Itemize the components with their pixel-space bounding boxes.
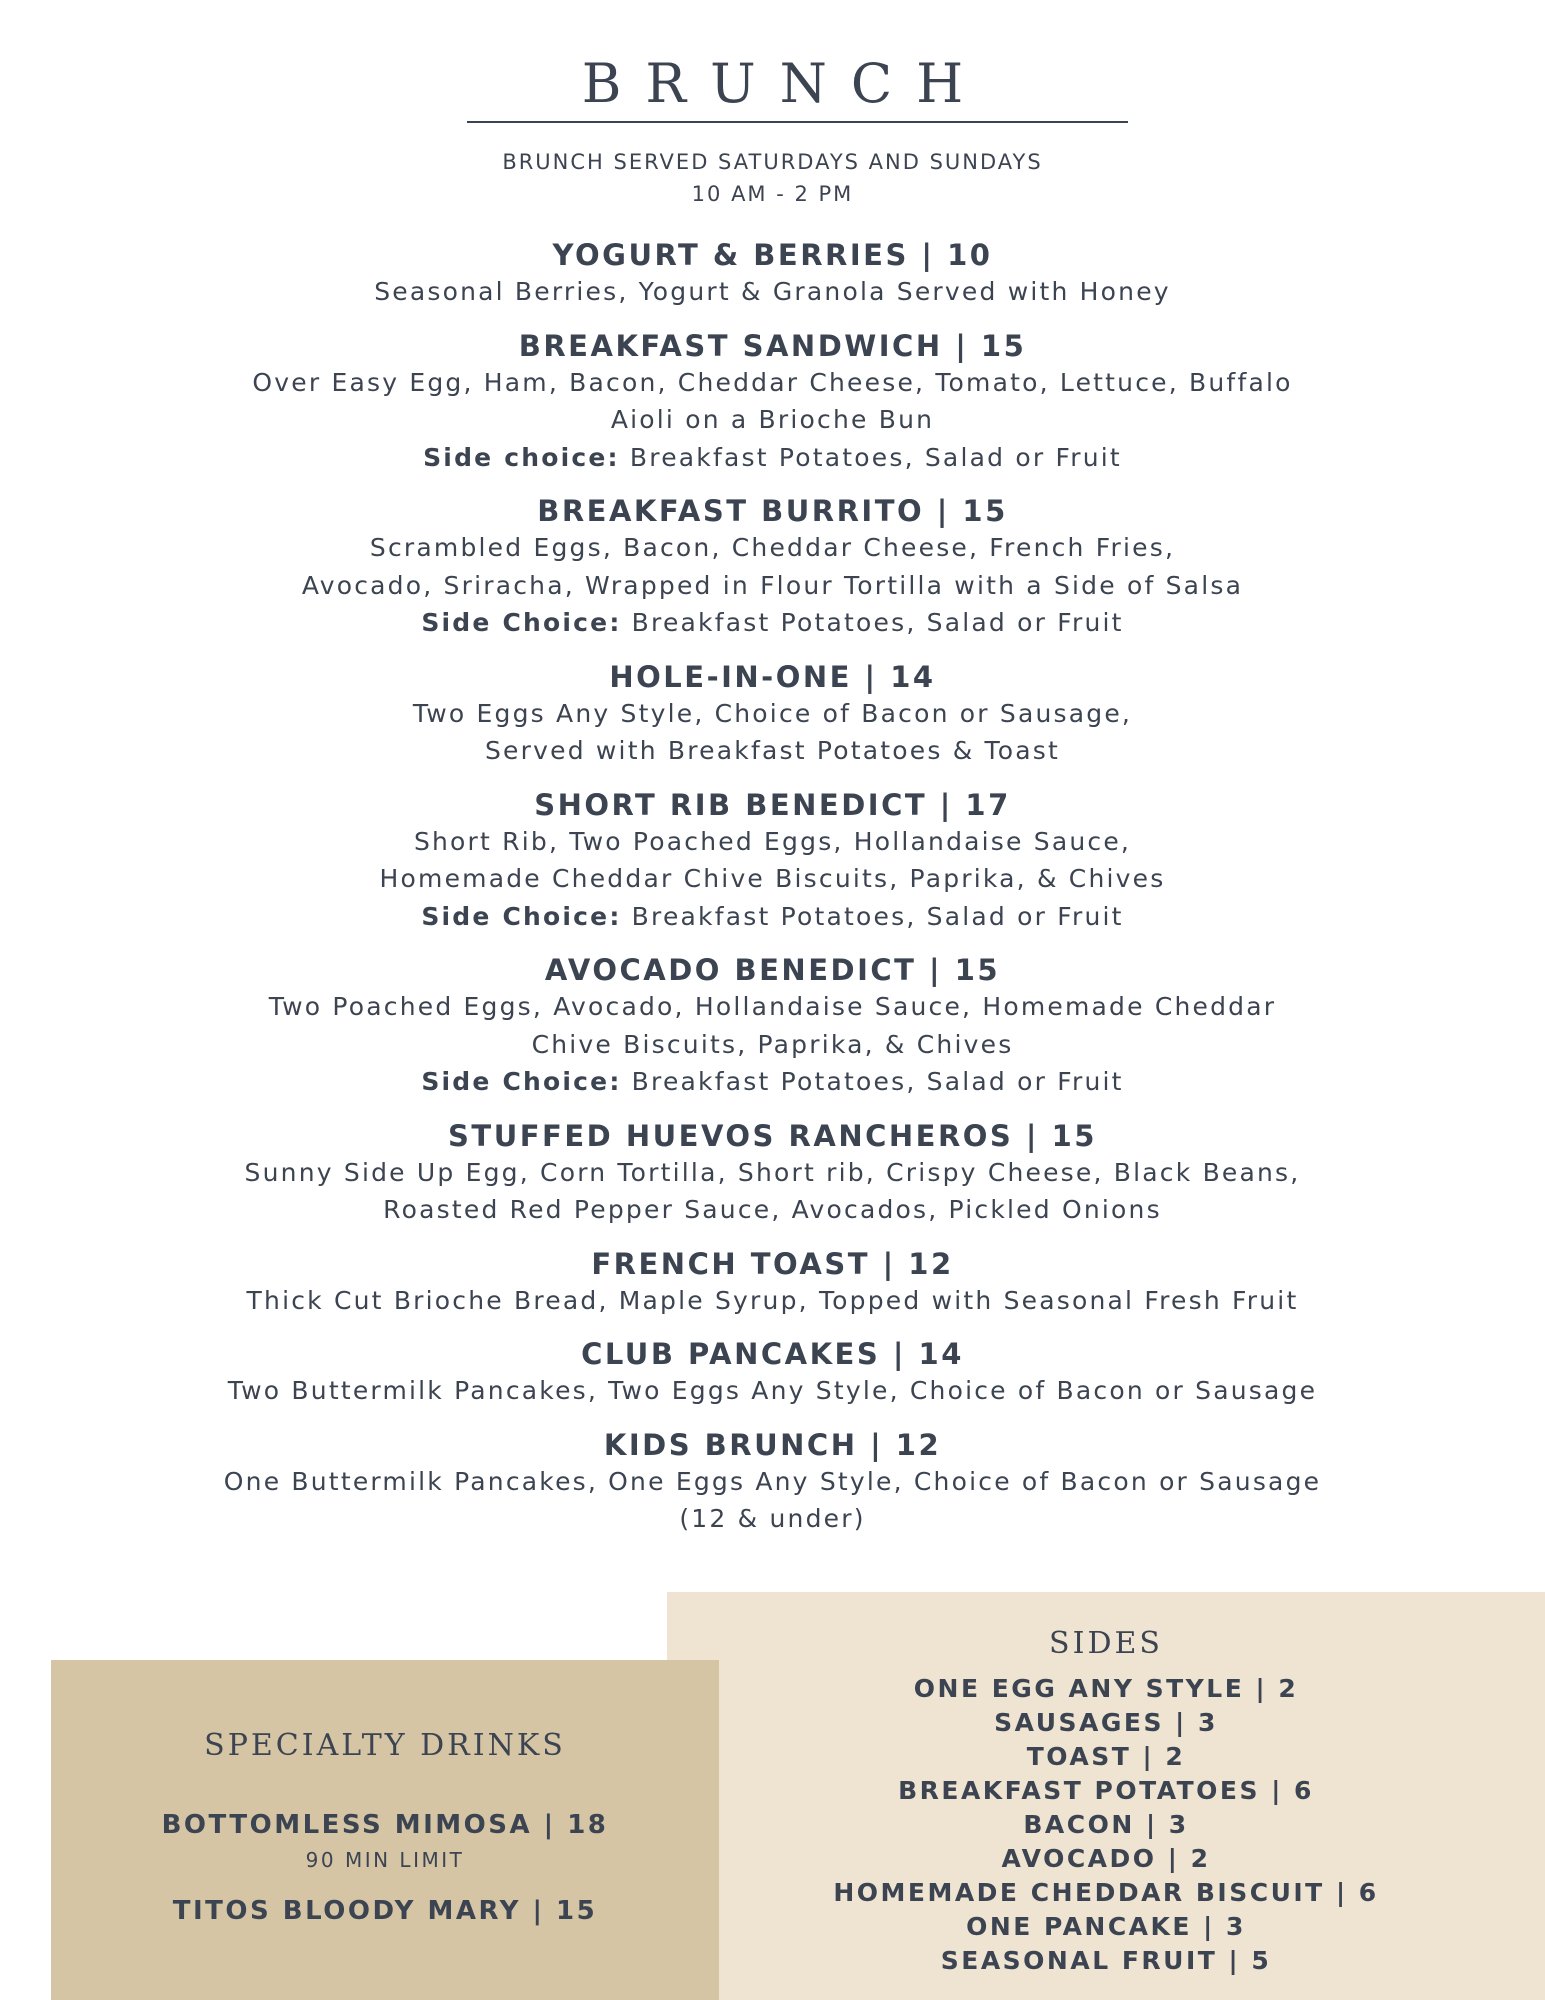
menu-item-description: Aioli on a Brioche Bun (610, 405, 935, 434)
drink-item-name: TITOS BLOODY MARY | 15 (172, 1896, 598, 1926)
menu-item-name: CLUB PANCAKES | 14 (581, 1337, 964, 1371)
service-days: BRUNCH SERVED SATURDAYS AND SUNDAYS (502, 150, 1043, 174)
menu-item-description: Short Rib, Two Poached Eggs, Hollandaise Sauce, (413, 826, 1132, 856)
menu-item-description: Chive Biscuits, Paprika, & Chives (531, 1029, 1014, 1059)
sides-list (667, 1672, 1545, 1978)
side-item: BREAKFAST POTATOES | 6 (898, 1776, 1314, 1805)
menu-item-description: Two Buttermilk Pancakes, Two Eggs Any Style, Choice of Bacon or Sausage (227, 1376, 1318, 1405)
menu-item-name: BREAKFAST SANDWICH | 15 (518, 328, 1027, 363)
drink-item-note: 90 MIN LIMIT (305, 1848, 465, 1872)
side-item: SEASONAL FRUIT | 5 (940, 1946, 1272, 1975)
menu-item-name: KIDS BRUNCH | 12 (603, 1427, 942, 1462)
menu-item-description: Over Easy Egg, Ham, Bacon, Cheddar Cheese, Tomato, Lettuce, Buffalo (252, 367, 1293, 397)
menu-item-description: Homemade Cheddar Chive Biscuits, Paprika, & Chives (379, 864, 1166, 893)
menu-item (0, 659, 1545, 770)
side-item: SAUSAGES | 3 (994, 1708, 1218, 1737)
drink-item-name: BOTTOMLESS MIMOSA | 18 (161, 1810, 609, 1840)
side-choice-text: Breakfast Potatoes, Salad or Fruit (621, 1067, 1124, 1096)
side-choice-text: Breakfast Potatoes, Salad or Fruit (619, 442, 1122, 472)
menu-item (0, 1246, 1545, 1320)
side-choice-text: Breakfast Potatoes, Salad or Fruit (621, 901, 1124, 931)
side-item: BACON | 3 (1023, 1810, 1189, 1839)
menu-item-description: Sunny Side Up Egg, Corn Tortilla, Short rib, Crispy Cheese, Black Beans, (244, 1157, 1301, 1187)
menu-item (0, 237, 1545, 311)
menu-item (0, 493, 1545, 642)
page-title: BRUNCH (581, 52, 988, 115)
menu-item-name: YOGURT & BERRIES | 10 (552, 238, 993, 272)
side-choice-label: Side Choice: (421, 608, 622, 637)
menu-item (0, 952, 1545, 1101)
menu-item (0, 1427, 1545, 1538)
service-hours: 10 AM - 2 PM (691, 182, 854, 206)
menu-item-side-choice (0, 898, 1545, 936)
menu-item-description: (12 & under) (679, 1504, 866, 1533)
side-choice-text: Breakfast Potatoes, Salad or Fruit (621, 608, 1124, 637)
menu-item (0, 328, 1545, 477)
menu-item-name: AVOCADO BENEDICT | 15 (544, 953, 1001, 987)
menu-item-side-choice (0, 1063, 1545, 1101)
specialty-drinks-title: SPECIALTY DRINKS (204, 1728, 566, 1763)
side-choice-label: Side Choice: (421, 1067, 622, 1096)
title-underline (467, 121, 1128, 123)
side-item: TOAST | 2 (1026, 1742, 1186, 1771)
menu-item-description: Scrambled Eggs, Bacon, Cheddar Cheese, French Fries, (369, 533, 1176, 562)
side-item: ONE PANCAKE | 3 (966, 1912, 1246, 1941)
menu-item-side-choice (0, 439, 1545, 477)
service-info (0, 146, 1545, 210)
menu-item-description: Two Eggs Any Style, Choice of Bacon or Sausage, (412, 698, 1133, 728)
side-item: HOMEMADE CHEDDAR BISCUIT | 6 (833, 1878, 1379, 1907)
menu-item-name: SHORT RIB BENEDICT | 17 (534, 787, 1011, 822)
side-item: AVOCADO | 2 (1001, 1844, 1211, 1873)
side-choice-label: Side Choice: (421, 901, 622, 931)
menu-item-description: Two Poached Eggs, Avocado, Hollandaise Sauce, Homemade Cheddar (268, 992, 1277, 1021)
menu-item-description: Thick Cut Brioche Bread, Maple Syrup, Topped with Seasonal Fresh Fruit (246, 1285, 1299, 1315)
menu-item-name: BREAKFAST BURRITO | 15 (537, 494, 1008, 528)
menu-item-description: One Buttermilk Pancakes, One Eggs Any Style, Choice of Bacon or Sausage (223, 1466, 1322, 1496)
menu-item (0, 1336, 1545, 1410)
menu-item-description: Served with Breakfast Potatoes & Toast (484, 736, 1061, 765)
sides-title: SIDES (1049, 1626, 1163, 1661)
specialty-drinks-panel (51, 1660, 719, 2000)
menu-item-name: STUFFED HUEVOS RANCHEROS | 15 (448, 1118, 1097, 1153)
menu-item (0, 1118, 1545, 1229)
menu-item-side-choice (0, 604, 1545, 642)
menu-item-description: Roasted Red Pepper Sauce, Avocados, Pickled Onions (383, 1195, 1162, 1224)
side-item: ONE EGG ANY STYLE | 2 (913, 1674, 1299, 1703)
menu-item-description: Avocado, Sriracha, Wrapped in Flour Tortilla with a Side of Salsa (301, 570, 1244, 600)
menu-list (0, 237, 1545, 1555)
menu-item-name: FRENCH TOAST | 12 (591, 1246, 954, 1281)
menu-item-name: HOLE-IN-ONE | 14 (609, 659, 936, 694)
menu-item (0, 787, 1545, 936)
sides-panel (667, 1592, 1545, 2000)
side-choice-label: Side choice: (423, 442, 620, 472)
menu-item-description: Seasonal Berries, Yogurt & Granola Served with Honey (374, 277, 1171, 306)
